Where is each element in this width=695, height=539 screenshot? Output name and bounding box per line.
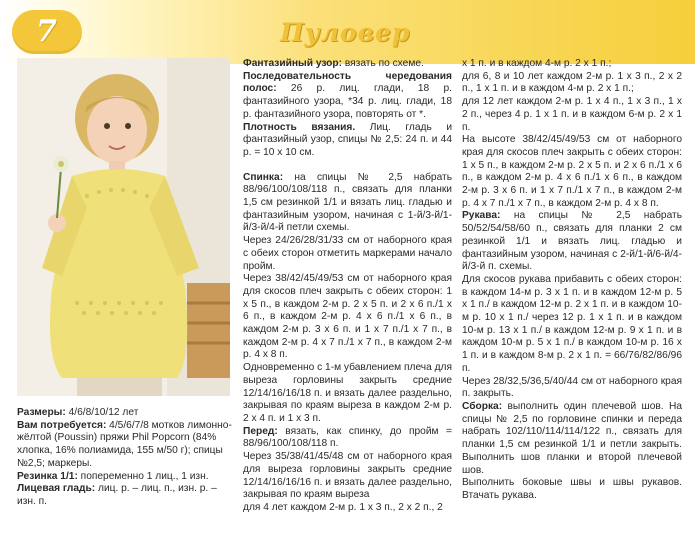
page-number: 7 [36, 14, 57, 49]
front-neckline-paragraph: Через 35/38/41/45/48 см от наборного края для выреза горловины закрыть средние 12/14/16/16/16 п. и вязать далее раздельно, закрывая по краям выреза [243, 451, 452, 501]
girl-in-yellow-pullover-photo [17, 58, 230, 396]
back-markers-paragraph: Через 24/26/28/31/33 см от наборного края с обеих сторон отметить маркерами начало пройм. [243, 235, 452, 272]
fancy-pattern-label: Фантазийный узор: [243, 58, 343, 69]
sizes-text: 4/6/8/10/12 лет [65, 407, 139, 418]
materials-paragraph [17, 420, 232, 471]
fancy-pattern-text: вязать по схеме. [342, 58, 424, 69]
instructions-column-right [462, 58, 682, 503]
page-title: Пуловер [280, 18, 411, 47]
sizes-label: Размеры: [17, 407, 66, 418]
front-text: вязать, как спинку, до пройм = 88/96/100/108/118 п. [243, 425, 452, 450]
materials-column [17, 407, 232, 509]
sleeves-label: Рукава: [462, 210, 501, 222]
back-shoulders-paragraph: Через 38/42/45/49/53 см от наборного края для скосов плеч закрыть с обеих сторон: 1 x 5 п., в каждом 2-м р. 2 x 5 п. и 2 x 6 п./1 x 6 п., в каждом 2-м р. 4 x 6 п./1 x 6 п., в каждом 2-м р. 3 x 6 п. и 1 x 7 п./1 x 7 п., в каждом 2-м р. 4 x 7 п./1 x 7 п., в каждом 2-м р. 4 x 8 п. [243, 273, 452, 361]
back-neckline-paragraph: Одновременно с 1-м убавлением плеча для выреза горловины закрыть средние 12/14/16/16/18 п. и вязать далее раздельно, закрывая по краям выреза в каждом 2-м р. 2 x 4 п. и 1 x 3 п. [243, 362, 452, 424]
assembly-paragraph [462, 401, 682, 477]
finishing-paragraph: Выполнить боковые швы и швы рукавов. Втачать рукава. [462, 477, 682, 501]
assembly-label: Сборка: [462, 400, 503, 412]
sleeve-bindoff-paragraph: Через 28/32,5/36,5/40/44 см от наборного края п. закрыть. [462, 375, 682, 400]
sleeves-text: на спицы № 2,5 набрать 50/52/54/58/60 п., связать для планки 2 см резинкой 1/1 и вязать лиц. гладью и фантазийным узором, начиная с 2-й/1-й/6-й/4-й/3-й п. схемы. [462, 210, 682, 273]
front-shoulders-paragraph: На высоте 38/42/45/49/53 см от наборного края для скосов плеч закрыть с обеих сторон: 1 x 5 п., в каждом 2-м р. 2 x 5 п. и 2 x 6 п./1 x 6 п., в каждом 2-м р. 4 x 6 п./1 x 6 п., в каждом 2-м р. 3 x 6 п. и 1 x 7 п./1 x 7 п., в каждом 2-м р. 4 x 7 п./1 x 7 п., в каждом 2-м р. 4 x 8 п. [462, 134, 682, 209]
neckline-cont-paragraph: x 1 п. и в каждом 4-м р. 2 x 1 п.; [462, 58, 612, 69]
neckline-sizes-6-10-paragraph: для 6, 8 и 10 лет каждом 2-м р. 1 x 3 п., 2 x 2 п., 1 x 1 п. и в каждом 4-м р. 2 x 1 п.; [462, 70, 682, 95]
front-paragraph [243, 426, 452, 451]
sleeves-paragraph [462, 210, 682, 274]
photo-illustration [17, 58, 230, 396]
rib-label: Резинка 1/1: [17, 470, 78, 482]
back-label: Спинка: [243, 171, 284, 183]
gauge-text: Лиц. гладь и фантазийный узор, спицы № 2,5: 24 п. и 44 р. = 10 x 10 см. [243, 121, 453, 158]
sleeve-increase-paragraph: Для скосов рукава прибавить с обеих сторон: в каждом 14-м р. 3 x 1 п. и в каждом 12-м р. 5 x 1 п./ в каждом 12-м р. 2 x 1 п. и в каждом 10-м р. 10 x 1 п./ через 12 р. 1 x 1 п. и в каждом 10-м р. 13 x 1 п./ в каждом 12-м р. 9 x 1 п. и в каждом 10-м р. 5 x 1 п./ в каждом 10-м р. 16 x 1 п. и в каждом 8-м р. 2 x 1 п. = 66/76/82/86/96 п. [462, 273, 682, 374]
gauge-paragraph [243, 122, 452, 160]
back-paragraph [243, 172, 452, 236]
assembly-text: выполнить один плечевой шов. На спицы № 2,5 по горловине спинки и переда набрать 102/110/114/114/122 п., связать для планки 1,5 см резинкой 1/1 и петли закрыть. Выполнить шов планки и второй плечевой шов. [462, 400, 682, 476]
gauge-label: Плотность вязания. [243, 121, 356, 133]
front-neckline-size4-paragraph: для 4 лет каждом 2-м р. 1 x 3 п., 2 x 2 п., 2 [243, 501, 443, 513]
front-label: Перед: [243, 425, 278, 437]
stockinette-paragraph [17, 483, 232, 508]
materials-label: Вам потребуется: [17, 419, 107, 431]
stockinette-label: Лицевая гладь: [17, 483, 96, 495]
stripe-order-label: Последовательность чередования полос: [243, 70, 452, 95]
materials-text: 4/5/6/7/8 мотков лимонно-жёлтой (Poussin) пряжи Phil Popcorn (84% хлопка, 16% полиамида, 155 м/50 г); спицы №2,5; маркеры. [17, 419, 232, 469]
instructions-column-middle [243, 58, 452, 515]
stockinette-text: лиц. р. – лиц. п., изн. р. – изн. п. [17, 483, 217, 507]
stripe-order-paragraph [243, 71, 452, 122]
sizes-paragraph [17, 407, 232, 420]
back-text: на спицы № 2,5 набрать 88/96/100/108/118 п., связать для планки 1,5 см резинкой 1/1 и вязать лиц. гладью и фантазийным узором, начиная с 1-й/3-й/1-й/3-й/4-й петли схемы. [243, 171, 452, 234]
fancy-pattern-paragraph [243, 58, 452, 71]
stripe-order-text: 26 р. лиц. глади, 18 р. фантазийного узора, *34 р. лиц. глади, 18 р. фантазийного узора, повторять от *. [243, 83, 452, 120]
rib-text: попеременно 1 лиц., 1 изн. [77, 470, 209, 482]
neckline-size-12-paragraph: для 12 лет каждом 2-м р. 1 x 4 п., 1 x 3 п., 1 x 2 п., через 4 р. 1 x 1 п. и в каждом 6-м р. 2 x 1 п. [462, 96, 682, 133]
rib-paragraph [17, 471, 232, 484]
